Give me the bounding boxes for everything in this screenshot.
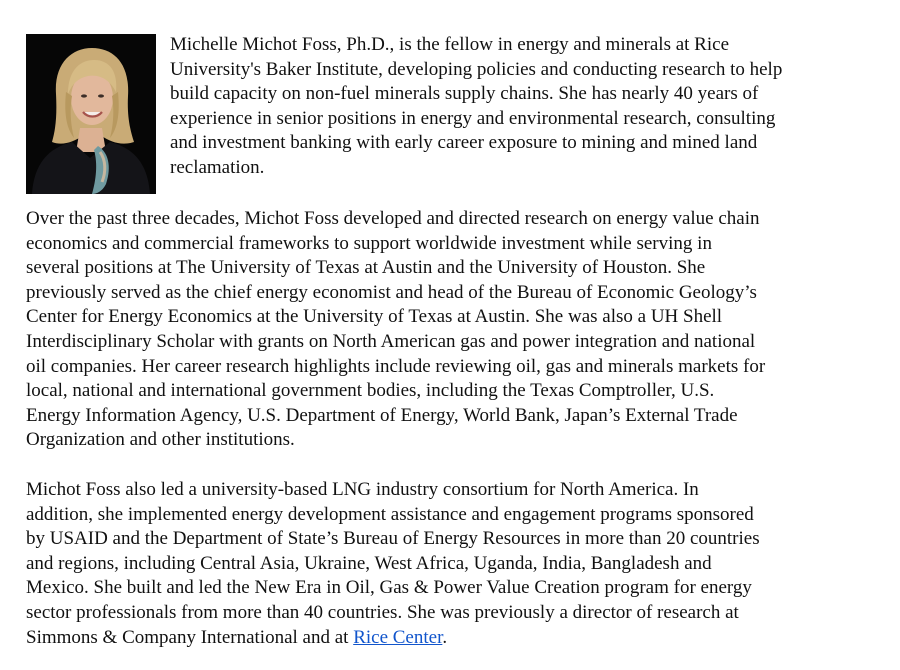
career-line: local, national and international government bodies, including the Texas Comptroller, U.S.	[26, 380, 715, 402]
rice-center-link[interactable]: Rice Center	[353, 626, 443, 648]
intro-line: and investment banking with early career exposure to mining and mined land	[170, 132, 758, 154]
intro-paragraph	[170, 33, 870, 181]
bio-header	[26, 34, 876, 194]
programs-line: addition, she implemented energy development assistance and engagement programs sponsored	[26, 503, 754, 525]
career-line: oil companies. Her career research highlights include reviewing oil, gas and minerals markets for	[26, 355, 766, 377]
career-line: economics and commercial frameworks to support worldwide investment while serving in	[26, 232, 712, 254]
career-paragraph	[26, 207, 765, 453]
career-line: previously served as the chief energy economist and head of the Bureau of Economic Geology’s	[26, 281, 757, 303]
intro-line: Michelle Michot Foss, Ph.D., is the fellow in energy and minerals at Rice	[170, 34, 729, 55]
intro-line: build capacity on non-fuel minerals supply chains. She has nearly 40 years of	[170, 83, 759, 105]
intro-line: experience in senior positions in energy and environmental research, consulting	[170, 107, 776, 129]
intro-line: University's Baker Institute, developing policies and conducting research to help	[170, 58, 783, 80]
programs-last-line	[26, 626, 760, 651]
programs-line: by USAID and the Department of State’s Bureau of Energy Resources in more than 20 countries	[26, 528, 760, 550]
programs-last-prefix: Simmons & Company International and at	[26, 626, 354, 648]
career-line: Over the past three decades, Michot Foss developed and directed research on energy value chain	[26, 208, 760, 229]
career-line: Energy Information Agency, U.S. Department of Energy, World Bank, Japan’s External Trade	[26, 404, 738, 426]
career-line: Interdisciplinary Scholar with grants on North American gas and power integration and national	[26, 330, 756, 352]
bio-page	[26, 34, 876, 648]
programs-last-suffix: .	[442, 626, 448, 648]
programs-paragraph	[26, 478, 760, 650]
career-line: several positions at The University of Texas at Austin and the University of Houston. She	[26, 257, 706, 279]
programs-line: Mexico. She built and led the New Era in Oil, Gas & Power Value Creation program for energy	[26, 577, 752, 599]
portrait-image	[26, 34, 156, 194]
portrait-photo	[26, 34, 156, 194]
programs-line: Michot Foss also led a university-based LNG industry consortium for North America. In	[26, 479, 699, 500]
career-line: Organization and other institutions.	[26, 429, 295, 451]
programs-line: and regions, including Central Asia, Ukraine, West Africa, Uganda, India, Bangladesh and	[26, 552, 712, 574]
intro-line: reclamation.	[170, 156, 265, 178]
programs-line: sector professionals from more than 40 countries. She was previously a director of research at	[26, 601, 739, 623]
career-line: Center for Energy Economics at the University of Texas at Austin. She was also a UH Shell	[26, 306, 723, 328]
